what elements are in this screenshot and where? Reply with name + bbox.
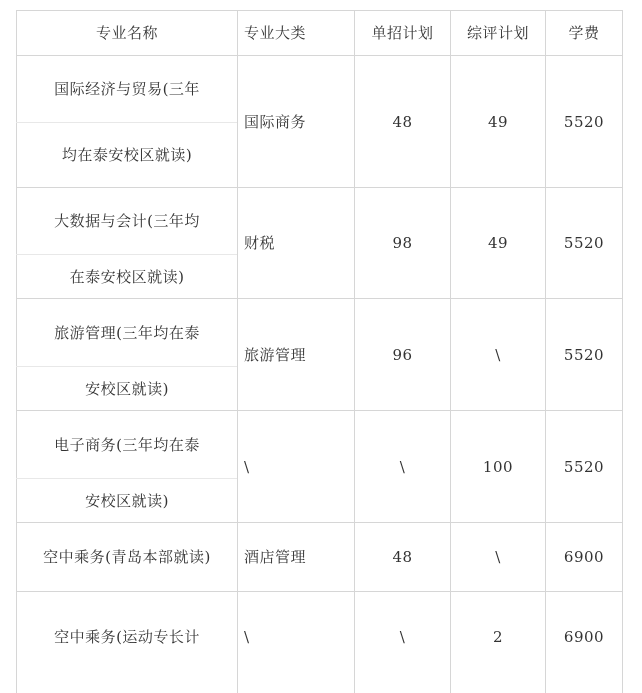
major-category: 酒店管理	[244, 548, 307, 566]
comprehensive-plan-count: \	[495, 345, 501, 364]
major-name-line2: 均在泰安校区就读)	[61, 146, 193, 164]
major-name-line1: 电子商务(三年均在泰	[54, 435, 200, 454]
major-category: 旅游管理	[244, 345, 307, 364]
single-plan-count: \	[399, 457, 406, 476]
single-plan-count: 96	[392, 345, 413, 364]
major-category: 财税	[244, 234, 276, 252]
major-name-line1: 空中乘务(运动专长计	[54, 628, 200, 646]
header-single-plan: 单招计划	[371, 24, 434, 42]
comprehensive-plan-count: 49	[487, 234, 509, 252]
major-name-line1: 空中乘务(青岛本部就读)	[43, 548, 211, 566]
tuition-value: 5520	[563, 457, 605, 476]
major-category: \	[244, 457, 250, 476]
header-name: 专业名称	[95, 24, 158, 42]
header-comprehensive-plan: 综评计划	[466, 24, 529, 42]
comprehensive-plan-count: \	[495, 548, 501, 566]
tuition-value: 6900	[563, 548, 605, 566]
major-category: 国际商务	[244, 112, 307, 131]
major-name-line2: 安校区就读)	[85, 491, 169, 510]
single-plan-count: \	[399, 628, 406, 646]
tuition-value: 5520	[563, 234, 605, 252]
comprehensive-plan-count: 100	[482, 457, 514, 476]
major-name-line2: 安校区就读)	[85, 379, 169, 398]
tuition-value: 5520	[563, 112, 605, 131]
single-plan-count: 98	[392, 234, 413, 252]
tuition-value: 5520	[563, 345, 605, 364]
single-plan-count: 48	[392, 548, 413, 566]
major-name-line2: 在泰安校区就读)	[69, 267, 185, 286]
major-name-line1: 旅游管理(三年均在泰	[54, 323, 200, 342]
header-category: 专业大类	[244, 24, 307, 42]
single-plan-count: 48	[392, 112, 413, 131]
major-name-line1: 大数据与会计(三年均	[54, 212, 200, 230]
major-name-line1: 国际经济与贸易(三年	[54, 80, 200, 98]
comprehensive-plan-count: 2	[492, 628, 504, 646]
header-tuition: 学费	[568, 24, 600, 42]
tuition-value: 6900	[563, 628, 605, 646]
major-category: \	[244, 628, 250, 646]
comprehensive-plan-count: 49	[487, 112, 509, 131]
